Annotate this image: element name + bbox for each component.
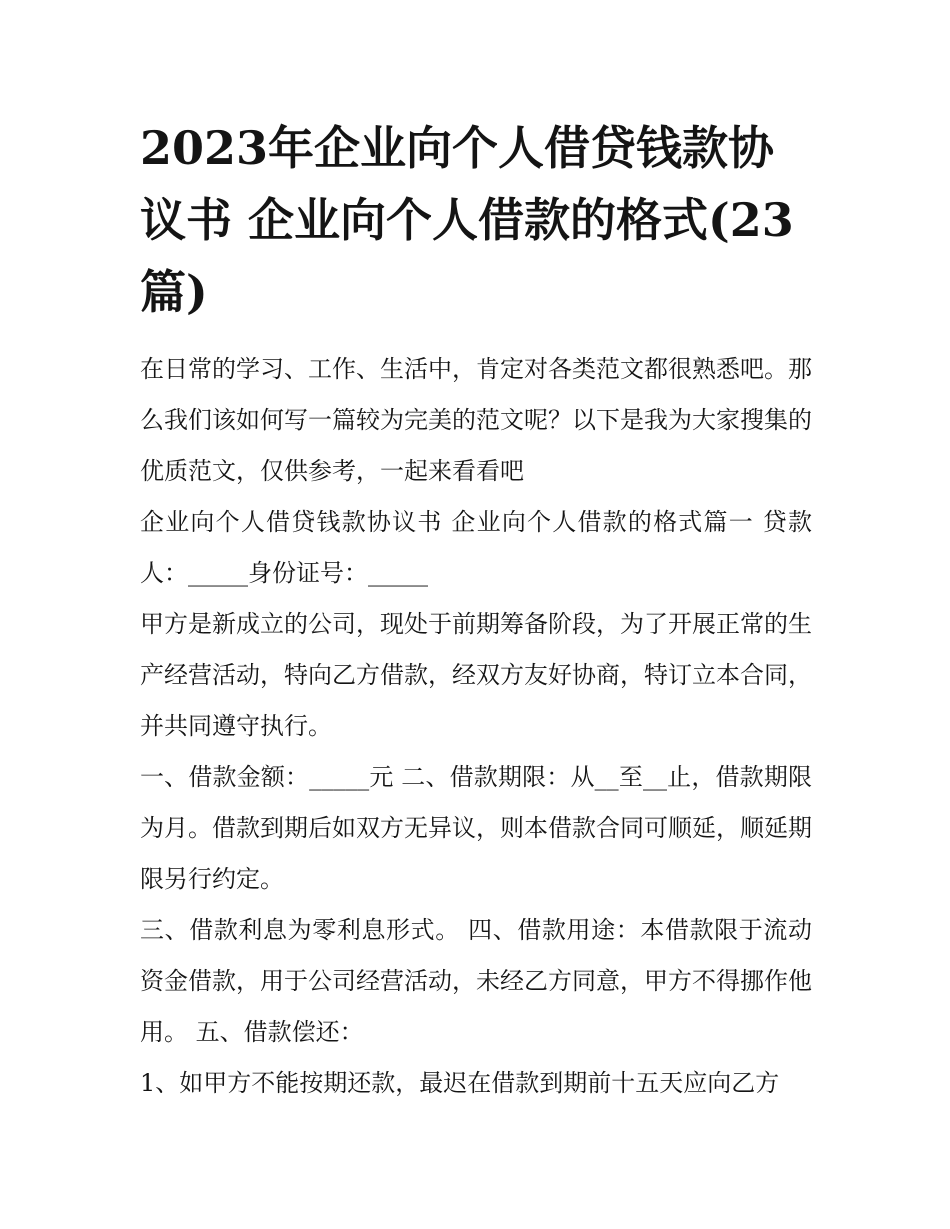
paragraph-intro: 在日常的学习、工作、生活中，肯定对各类范文都很熟悉吧。那么我们该如何写一篇较为完美的范文呢？以下是我为大家搜集的优质范文，仅供参考，一起来看看吧 <box>140 355 812 485</box>
paragraph-repayment: 1、如甲方不能按期还款，最迟在借款到期前十五天应向乙方 <box>140 1069 780 1097</box>
document-title: 2023年企业向个人借贷钱款协议书 企业向个人借款的格式(23篇) <box>140 121 794 319</box>
paragraph-interest-use: 三、借款利息为零利息形式。 四、借款用途：本借款限于流动资金借款，用于公司经营活动，未经乙方同意，甲方不得挪作他用。 五、借款偿还： <box>140 916 812 1046</box>
document-page <box>140 112 812 1109</box>
document-body <box>140 344 812 1109</box>
paragraph-amount-term: 一、借款金额：_____元 二、借款期限：从__至__止，借款期限为月。借款到期后如双方无异议，则本借款合同可顺延，顺延期限另行约定。 <box>140 763 812 893</box>
paragraph-lender: 企业向个人借贷钱款协议书 企业向个人借款的格式篇一 贷款人：_____身份证号：_____ <box>140 508 812 587</box>
paragraph-party-a: 甲方是新成立的公司，现处于前期筹备阶段，为了开展正常的生产经营活动，特向乙方借款，经双方友好协商，特订立本合同，并共同遵守执行。 <box>140 610 812 740</box>
